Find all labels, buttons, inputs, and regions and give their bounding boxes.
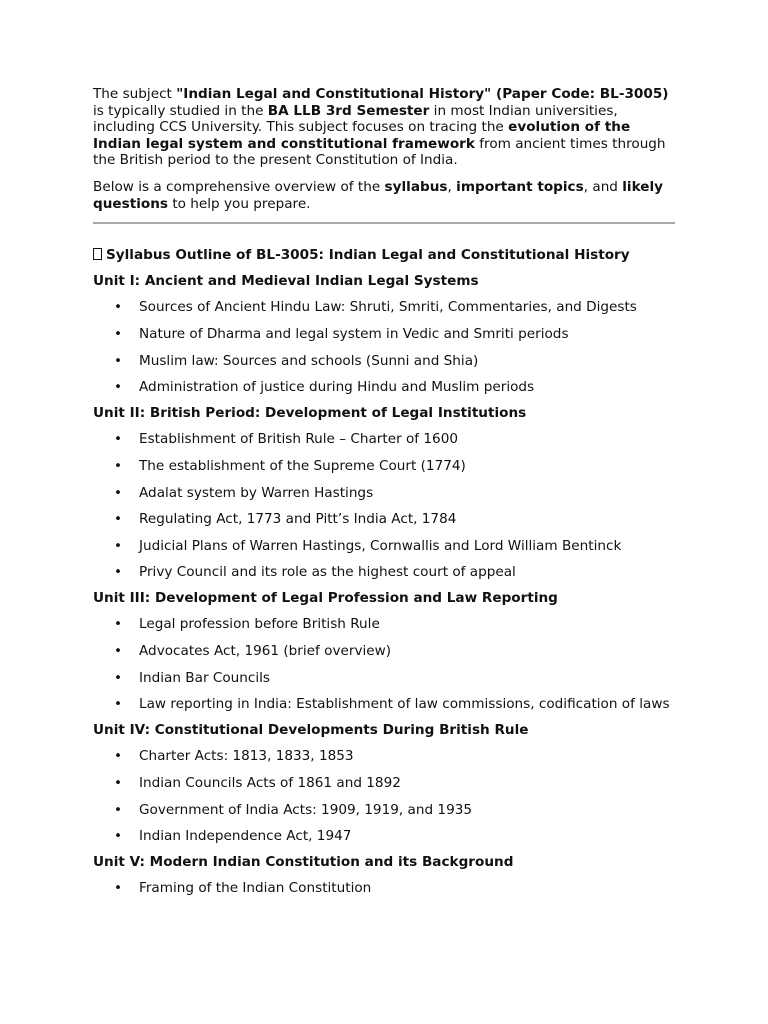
list-item (93, 616, 675, 633)
unit-topic-list (93, 748, 675, 844)
list-item (93, 828, 675, 845)
bullet-icon: • (113, 457, 123, 474)
unit-topic-list (93, 880, 675, 897)
bold-text: evolution of the Indian legal system and constitutional framework (93, 119, 631, 152)
list-item (93, 458, 675, 475)
list-item-text: Indian Independence Act, 1947 (139, 828, 352, 845)
list-item-text: Indian Bar Councils (139, 669, 271, 686)
list-item-text: Judicial Plans of Warren Hastings, Cornwallis and Lord William Bentinck (139, 537, 622, 554)
bullet-icon: • (113, 775, 123, 792)
bold-text: syllabus (384, 178, 448, 195)
text-run: , and (583, 178, 623, 195)
list-item-text: Law reporting in India: Establishment of law commissions, codification of laws (139, 696, 670, 713)
text-run: is typically studied in the (93, 102, 268, 119)
bullet-icon: • (113, 696, 123, 713)
list-item (93, 511, 675, 528)
list-item-text: Indian Councils Acts of 1861 and 1892 (139, 775, 401, 792)
list-item-text: Muslim law: Sources and schools (Sunni and Shia) (139, 352, 479, 369)
list-item (93, 775, 675, 792)
bullet-icon: • (113, 828, 123, 845)
bullet-icon: • (113, 669, 123, 686)
list-item (93, 643, 675, 660)
list-item-text: Nature of Dharma and legal system in Vedic and Smriti periods (139, 325, 569, 342)
text-run: in most Indian universities, including CCS University. This subject focuses on tracing the (93, 102, 618, 136)
syllabus-heading (93, 247, 675, 264)
bullet-icon: • (113, 537, 123, 554)
list-item (93, 802, 675, 819)
text-run: from ancient times through the British period to the present Constitution of India. (93, 135, 666, 169)
list-item (93, 299, 675, 316)
list-item-text: Establishment of British Rule – Charter of 1600 (139, 431, 459, 448)
bullet-icon: • (113, 511, 123, 528)
list-item (93, 748, 675, 765)
bold-text: "Indian Legal and Constitutional History" (Paper Code: BL-3005) (176, 86, 669, 102)
bullet-icon: • (113, 325, 123, 342)
list-item (93, 326, 675, 343)
unit-topic-list (93, 299, 675, 395)
unit-heading: Unit II: British Period: Development of Legal Institutions (93, 404, 527, 421)
bullet-icon: • (113, 616, 123, 633)
unit-topic-list (93, 431, 675, 581)
list-item (93, 538, 675, 555)
bold-text: BA LLB 3rd Semester (267, 102, 430, 119)
bullet-icon: • (113, 431, 123, 448)
list-item (93, 431, 675, 448)
unit-heading: Unit IV: Constitutional Developments During British Rule (93, 721, 529, 738)
list-item-text: Charter Acts: 1813, 1833, 1853 (139, 748, 354, 765)
bullet-icon: • (113, 748, 123, 765)
bullet-icon: • (113, 352, 123, 369)
missing-glyph-icon (93, 248, 102, 260)
list-item-text: Privy Council and its role as the highest court of appeal (139, 564, 516, 581)
unit-heading: Unit I: Ancient and Medieval Indian Legal Systems (93, 272, 479, 289)
intro-paragraph (93, 86, 675, 169)
list-item-text: Regulating Act, 1773 and Pitt’s India Act, 1784 (139, 511, 457, 528)
bullet-icon: • (113, 484, 123, 501)
bullet-icon: • (113, 643, 123, 660)
overview-paragraph (93, 179, 675, 212)
list-item-text: Sources of Ancient Hindu Law: Shruti, Smriti, Commentaries, and Digests (139, 299, 637, 316)
list-item-text: Legal profession before British Rule (139, 616, 380, 633)
bullet-icon: • (113, 564, 123, 581)
list-item-text: Framing of the Indian Constitution (139, 880, 372, 897)
list-item (93, 880, 675, 897)
list-item (93, 696, 675, 713)
text-run: Below is a comprehensive overview of the (93, 178, 385, 195)
horizontal-divider (93, 222, 675, 224)
bullet-icon: • (113, 299, 123, 316)
text-run: to help you prepare. (168, 195, 311, 212)
list-item (93, 485, 675, 502)
list-item-text: Administration of justice during Hindu and Muslim periods (139, 379, 535, 396)
list-item (93, 670, 675, 687)
units-container (93, 273, 675, 897)
bullet-icon: • (113, 379, 123, 396)
syllabus-heading-text: Syllabus Outline of BL-3005: Indian Legal and Constitutional History (106, 247, 630, 264)
bullet-icon: • (113, 801, 123, 818)
text-run: , (447, 178, 457, 195)
unit-heading: Unit V: Modern Indian Constitution and its Background (93, 853, 514, 870)
bullet-icon: • (113, 880, 123, 897)
list-item (93, 379, 675, 396)
document-page (93, 86, 675, 897)
list-item-text: Government of India Acts: 1909, 1919, and 1935 (139, 801, 473, 818)
list-item-text: The establishment of the Supreme Court (1774) (139, 457, 466, 474)
list-item-text: Adalat system by Warren Hastings (139, 484, 374, 501)
text-run: The subject (93, 86, 177, 102)
unit-topic-list (93, 616, 675, 712)
unit-heading: Unit III: Development of Legal Profession and Law Reporting (93, 589, 558, 606)
list-item (93, 564, 675, 581)
list-item-text: Advocates Act, 1961 (brief overview) (139, 643, 392, 660)
bold-text: likely questions (93, 178, 664, 212)
bold-text: important topics (456, 178, 584, 195)
list-item (93, 353, 675, 370)
